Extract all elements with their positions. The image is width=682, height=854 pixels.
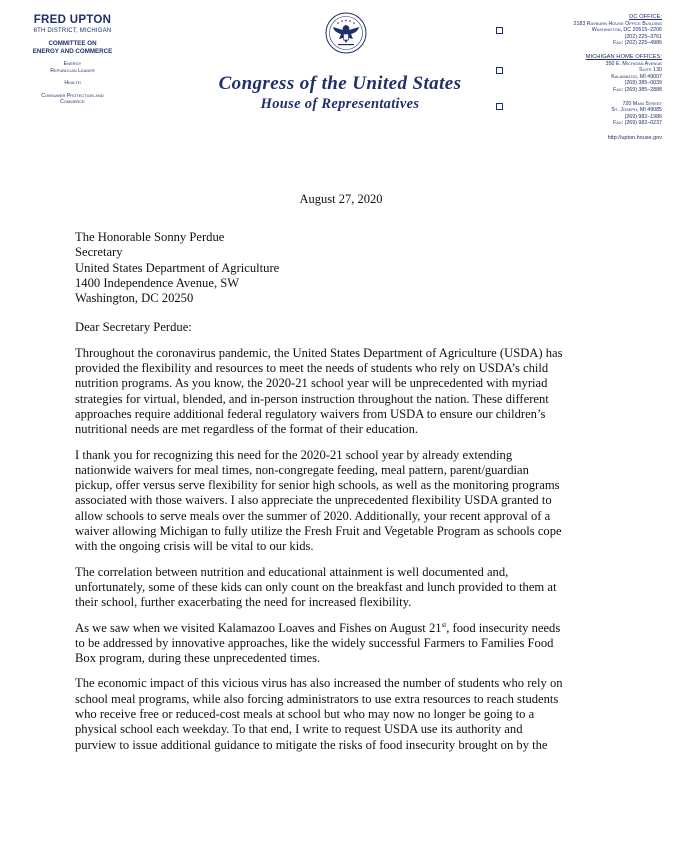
office-heading: MICHIGAN HOME OFFICES: — [585, 53, 662, 60]
paragraph-line: physical school each weekday. To that end, I write to request USDA use its authority and — [75, 722, 523, 737]
letterhead-title — [175, 73, 505, 114]
office-heading: DC OFFICE: — [629, 14, 662, 20]
subcommittee-line: Consumer Protection and — [41, 92, 104, 99]
office-line: Fax: (269) 982–0237 — [613, 120, 662, 127]
paragraph — [75, 448, 610, 555]
paragraph-line: The correlation between nutrition and educational attainment is well documented and, — [75, 564, 509, 579]
recipient-address — [75, 230, 610, 306]
office-line: Fax: (269) 385–2888 — [613, 86, 662, 93]
paragraph — [75, 676, 610, 752]
office-line: (269) 982–1986 — [624, 113, 662, 120]
office-dc — [494, 14, 662, 47]
paragraph-line: associated with those waivers. I also appreciate the unprecedented flexibility USDA granted to — [75, 493, 552, 508]
checkbox-icon — [496, 27, 503, 34]
house-seal-icon — [325, 12, 367, 54]
office-line: (269) 385–0039 — [624, 80, 662, 87]
office-line: Kalamazoo, MI 49007 — [611, 73, 662, 80]
office-line: 350 E. Michigan Avenue — [605, 60, 662, 67]
office-line: St. Joseph, MI 49085 — [611, 107, 662, 114]
subcommittee-line: Republican Leader — [50, 67, 95, 74]
address-line: 1400 Independence Avenue, SW — [75, 275, 240, 290]
office-kalamazoo — [494, 54, 662, 94]
paragraph-text: As we saw when we visited Kalamazoo Loaves and Fishes on August 21 — [75, 620, 442, 635]
house-title: House of Representatives — [260, 96, 420, 112]
paragraph-line: school meal programs, while also forcing administrators to use extra resources to reach students — [75, 691, 559, 706]
checkbox-icon — [496, 67, 503, 74]
paragraph-line: Box program, during these unprecedented times. — [75, 651, 321, 666]
letter-body — [75, 230, 610, 753]
subcommittee-line: Commerce — [60, 99, 85, 105]
paragraph-line: nutrition programs. As you know, the 2020-21 school year will be unprecedented with myriad — [75, 376, 548, 391]
paragraph-line: who receive free or reduced-cost meals at school but who may now no longer be going to a — [75, 707, 535, 722]
subcommittee-health — [0, 80, 145, 87]
address-line: Washington, DC 20250 — [75, 291, 194, 306]
paragraph-line: Throughout the coronavirus pandemic, the United States Department of Agriculture (USDA) has — [75, 345, 563, 360]
letterhead-left — [0, 14, 145, 106]
subcommittee-line: Health — [64, 80, 81, 86]
committee-name — [0, 40, 145, 55]
office-line: Fax: (202) 225–4986 — [613, 40, 662, 47]
letterhead-offices — [494, 14, 662, 142]
subcommittee-line: Energy — [63, 61, 82, 67]
paragraph-line: approaches require additional federal regulatory waivers from USDA to ensure our children’s — [75, 406, 546, 421]
address-line: Secretary — [75, 245, 123, 260]
member-district: 6TH DISTRICT, MICHIGAN — [33, 28, 112, 34]
subcommittee-energy — [0, 61, 145, 74]
paragraph-line: with the ongoing crisis will be vital to our kids. — [75, 539, 314, 554]
paragraph-line: waiver allowing Michigan to fully utilize the Fresh Fruit and Vegetable Program as schools cope — [75, 524, 562, 539]
paragraph-line: nutritional needs are met regardless of the format of their education. — [75, 422, 419, 437]
paragraph-line: strategies for virtual, blended, and in-person instruction throughout the nation. These different — [75, 391, 549, 406]
ordinal-suffix: st — [441, 620, 447, 629]
office-line: Washington, DC 20515–2206 — [591, 27, 662, 34]
committee-line: ENERGY AND COMMERCE — [32, 47, 113, 55]
paragraph — [75, 346, 610, 438]
office-st-joseph — [494, 101, 662, 127]
website-url: http://upton.house.gov — [607, 134, 662, 141]
address-line: The Honorable Sonny Perdue — [75, 230, 225, 244]
office-line: 2183 Rayburn House Office Building — [573, 20, 662, 27]
salutation: Dear Secretary Perdue: — [75, 320, 192, 335]
letter-date: August 27, 2020 — [299, 192, 383, 206]
paragraph — [75, 621, 610, 667]
paragraph-line: unfortunately, some of these kids can only count on the breakfast and lunch provided to them at — [75, 579, 557, 594]
paragraph-text: , food insecurity needs — [446, 620, 561, 635]
paragraph-line: purview to issue additional guidance to mitigate the risks of food insecurity brought on by the — [75, 737, 548, 752]
subcommittee-consumer-protection — [0, 93, 145, 106]
paragraph-line: I thank you for recognizing this need for the 2020-21 school year by already extending — [75, 447, 513, 462]
office-line: 720 Main Street — [622, 100, 662, 107]
paragraph-line: to be addressed by innovative approaches, like the widely successful Farmers to Families Food — [75, 635, 554, 650]
paragraph-line: The economic impact of this vicious virus has also increased the number of students who rely on — [75, 676, 563, 691]
congress-title: Congress of the United States — [218, 73, 462, 94]
paragraph-line: their school, further exacerbating the need for increased flexibility. — [75, 595, 412, 610]
office-line: Suite 130 — [639, 67, 662, 74]
paragraph-line: allow schools to serve meals over the summer of 2020. Additionally, your recent approval of a — [75, 508, 551, 523]
office-line: (202) 225–3761 — [624, 33, 662, 40]
member-name: FRED UPTON — [33, 14, 112, 26]
paragraph-line: pickup, offer versus serve flexibility for senior high schools, as well as the monitoring programs — [75, 478, 560, 493]
paragraph-line — [75, 621, 610, 636]
paragraph-line: nationwide waivers for meal times, non-congregate feeding, meal pattern, parent/guardian — [75, 462, 529, 477]
committee-line: COMMITTEE ON — [48, 40, 97, 47]
paragraph — [75, 565, 610, 611]
checkbox-icon — [496, 103, 503, 110]
address-line: United States Department of Agriculture — [75, 260, 280, 275]
paragraph-line: provided the flexibility and resources to meet the needs of students who rely on USDA’s child — [75, 361, 549, 376]
